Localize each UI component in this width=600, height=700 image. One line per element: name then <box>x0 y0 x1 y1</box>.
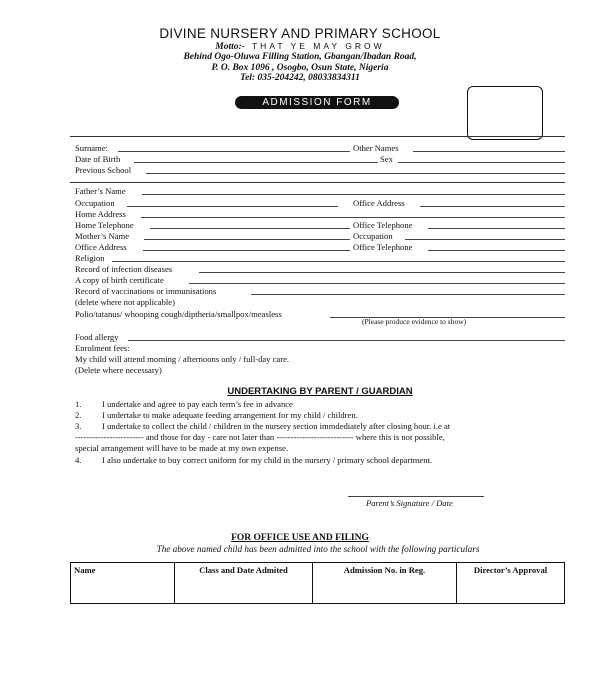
mothers-name-label: Mother’s Name <box>75 231 130 241</box>
passport-photo-box <box>467 86 543 140</box>
delete-note: (delete where not applicable) <box>75 297 175 307</box>
undertaking-item-2: I undertake to make adequate feeding arrangement for my child / children. <box>102 410 358 420</box>
other-names-field[interactable] <box>413 151 565 152</box>
previous-school-label: Previous School <box>75 165 132 175</box>
vaccinations-label: Record of vaccinations or immunisations <box>75 286 217 296</box>
mother-office-address-label: Office Address <box>75 242 127 252</box>
sex-label: Sex <box>380 154 393 164</box>
office-address-label: Office Address <box>353 198 405 208</box>
fathers-name-field[interactable] <box>142 194 565 195</box>
address-line-1: Behind Ogo-Oluwa Filling Station, Gbangan/Ibadan Road, <box>183 52 417 62</box>
home-telephone-label: Home Telephone <box>75 220 134 230</box>
birth-certificate-label: A copy of birth certificate <box>75 275 164 285</box>
food-allergy-label: Food allergy <box>75 332 119 342</box>
undertaking-title: UNDERTAKING BY PARENT / GUARDIAN <box>227 386 413 397</box>
header-divider <box>70 136 565 137</box>
col-class-date[interactable]: Class and Date Admited <box>175 563 313 604</box>
undertaking-item-3: I undertake to collect the child / children in the nursery section immdediately after closing hour. i.e at <box>102 421 451 431</box>
vaccinations-field[interactable] <box>251 294 565 295</box>
undertaking-item-3-line-3: special arrangement will have to be made at my own expense. <box>75 443 289 453</box>
office-use-table <box>70 562 565 604</box>
food-allergy-field[interactable] <box>128 340 565 341</box>
office-telephone-label: Office Telephone <box>353 220 413 230</box>
motto-text: THAT YE MAY GROW <box>251 41 385 51</box>
mothers-name-field[interactable] <box>144 239 350 240</box>
mother-office-address-field[interactable] <box>143 250 350 251</box>
occupation-label: Occupation <box>75 198 115 208</box>
fathers-name-label: Father’s Name <box>75 186 126 196</box>
col-admission-no[interactable]: Admission No. in Reg. <box>313 563 457 604</box>
home-address-field[interactable] <box>141 217 565 218</box>
sex-field[interactable] <box>398 162 565 163</box>
undertaking-item-1: I undertake and agree to pay each term’s fee in advance <box>102 399 293 409</box>
office-use-title: FOR OFFICE USE AND FILING <box>231 533 369 543</box>
dob-label: Date of Birth <box>75 154 121 164</box>
section-divider <box>70 182 565 183</box>
evidence-note: (Please produce evidence to show) <box>362 317 467 326</box>
previous-school-field[interactable] <box>146 173 565 174</box>
table-row <box>71 563 565 604</box>
school-name: DIVINE NURSERY AND PRIMARY SCHOOL <box>159 26 441 41</box>
mother-office-telephone-field[interactable] <box>428 250 565 251</box>
infection-record-field[interactable] <box>199 272 565 273</box>
col-name[interactable]: Name <box>71 563 175 604</box>
religion-field[interactable] <box>112 261 565 262</box>
attendance-text: My child will attend morning / afternoons only / full-day care. <box>75 354 290 364</box>
undertaking-num-4: 4. <box>75 455 82 465</box>
motto-label: Motto:- <box>215 42 245 52</box>
other-names-label: Other Names <box>353 143 399 153</box>
office-telephone-field[interactable] <box>428 228 565 229</box>
birth-certificate-field[interactable] <box>189 283 565 284</box>
form-title: ADMISSION FORM <box>235 96 399 109</box>
col-director-approval[interactable]: Director’s Approval <box>457 563 565 604</box>
parent-signature-label: Parent’s Signature / Date <box>366 498 453 508</box>
surname-label: Surname: <box>75 143 108 153</box>
motto-line <box>0 41 600 52</box>
delete-note-2: (Delete where necessary) <box>75 365 162 375</box>
enrolment-fees-label: Enrolment fees: <box>75 343 130 353</box>
undertaking-item-3-line-2: ------------------------ and those for day - care not later than --------------------------- where this is not possible, <box>75 432 445 442</box>
undertaking-num-3: 3. <box>75 421 82 431</box>
undertaking-num-2: 2. <box>75 410 82 420</box>
undertaking-num-1: 1. <box>75 399 82 409</box>
parent-signature-line[interactable] <box>348 496 484 497</box>
phone-line: Tel: 035-204242, 08033834311 <box>240 73 360 83</box>
mother-occupation-label: Occupation <box>353 231 393 241</box>
occupation-field[interactable] <box>127 206 338 207</box>
infection-record-label: Record of infection diseases <box>75 264 173 274</box>
address-line-2: P. O. Box 1096 , Osogbo, Osun State, Nigeria <box>211 63 389 73</box>
office-use-subtitle: The above named child has been admitted into the school with the following particulars <box>156 544 480 554</box>
mother-office-telephone-label: Office Telephone <box>353 242 413 252</box>
home-telephone-field[interactable] <box>150 228 350 229</box>
home-address-label: Home Address <box>75 209 126 219</box>
dob-field[interactable] <box>134 162 378 163</box>
mother-occupation-field[interactable] <box>405 239 565 240</box>
surname-field[interactable] <box>118 151 350 152</box>
office-address-field[interactable] <box>420 206 565 207</box>
polio-label: Polio/tatanus/ whooping cough/diptheria/smallpox/measless <box>75 309 282 319</box>
religion-label: Religion <box>75 253 105 263</box>
undertaking-item-4: I also undertake to buy correct uniform for my child in the nursery / primary school department. <box>102 455 433 465</box>
